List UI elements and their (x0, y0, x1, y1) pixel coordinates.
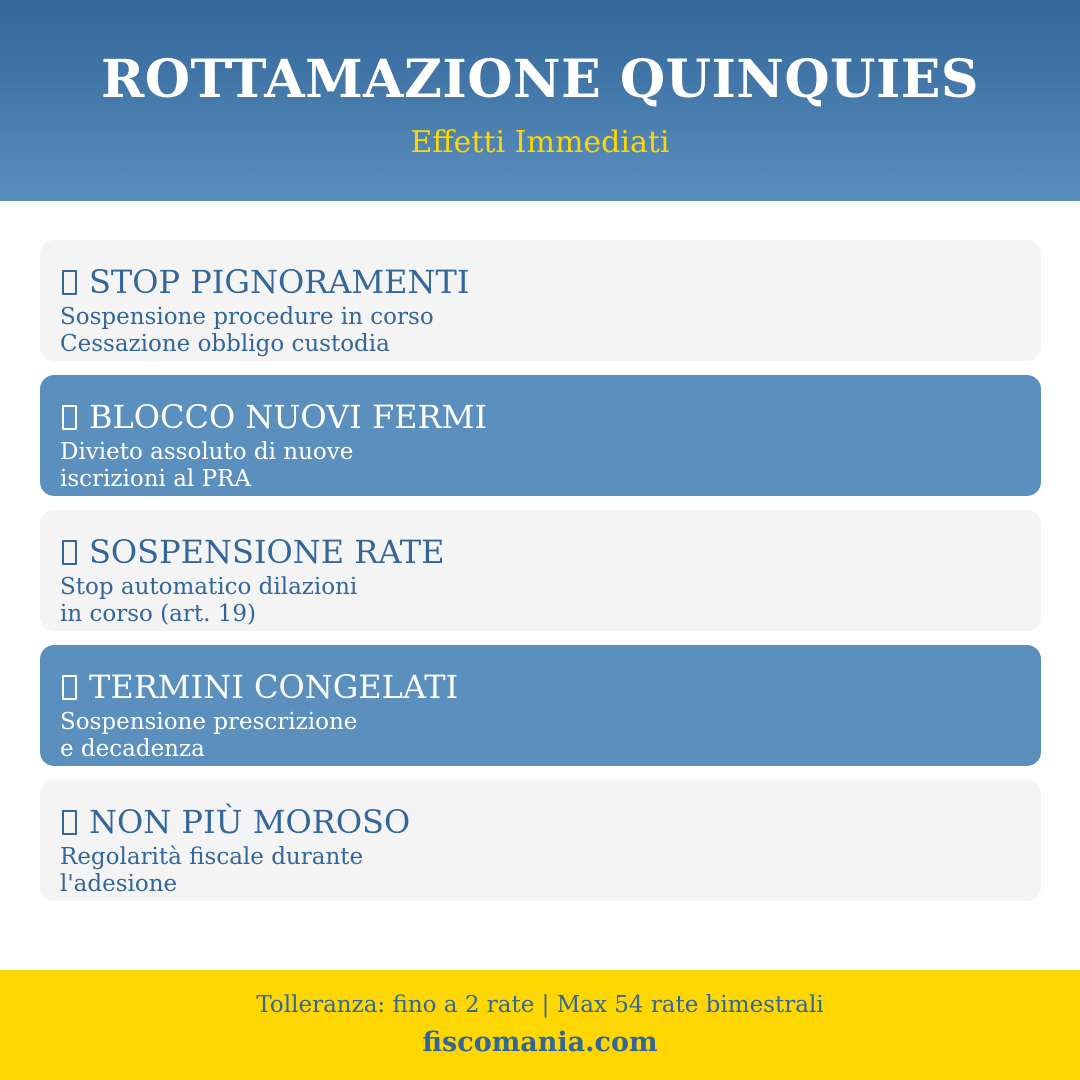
effect-card-sospensione-rate (40, 510, 1041, 631)
effect-card-description: Stop automatico dilazioni in corso (art. 19) (60, 574, 358, 627)
effect-card-title (60, 397, 1021, 437)
footer-bar (0, 970, 1080, 1080)
brand-link[interactable]: fiscomania.com (422, 1027, 658, 1058)
page-title: ROTTAMAZIONE QUINQUIES (101, 49, 979, 110)
effect-card-title (60, 262, 1021, 302)
effects-list (40, 240, 1041, 915)
effect-card-title (60, 667, 1021, 707)
effect-card-stop-pignoramenti (40, 240, 1041, 361)
effect-card-title-text: BLOCCO NUOVI FERMI (89, 398, 487, 436)
effect-card-description: Divieto assoluto di nuove iscrizioni al PRA (60, 439, 354, 492)
effect-card-title (60, 532, 1021, 572)
effect-card-description: Sospensione prescrizione e decadenza (60, 709, 358, 762)
effect-card-non-piu-moroso (40, 780, 1041, 901)
effect-card-termini-congelati (40, 645, 1041, 766)
effect-card-title-text: SOSPENSIONE RATE (89, 533, 445, 571)
page-subtitle: Effetti Immediati (410, 125, 670, 160)
missing-glyph-icon (62, 270, 77, 295)
missing-glyph-icon (62, 675, 77, 700)
missing-glyph-icon (62, 540, 77, 565)
effect-card-title-text: STOP PIGNORAMENTI (89, 263, 470, 301)
effect-card-description: Regolarità fiscale durante l'adesione (60, 844, 364, 897)
effect-card-description: Sospensione procedure in corso Cessazione obbligo custodia (60, 304, 434, 357)
effect-card-title-text: NON PIÙ MOROSO (89, 803, 411, 841)
effect-card-title-text: TERMINI CONGELATI (89, 668, 459, 706)
header-banner (0, 0, 1080, 201)
effect-card-blocco-nuovi-fermi (40, 375, 1041, 496)
missing-glyph-icon (62, 810, 77, 835)
footer-note: Tolleranza: fino a 2 rate | Max 54 rate bimestrali (256, 992, 824, 1018)
effect-card-title (60, 802, 1021, 842)
missing-glyph-icon (62, 405, 77, 430)
